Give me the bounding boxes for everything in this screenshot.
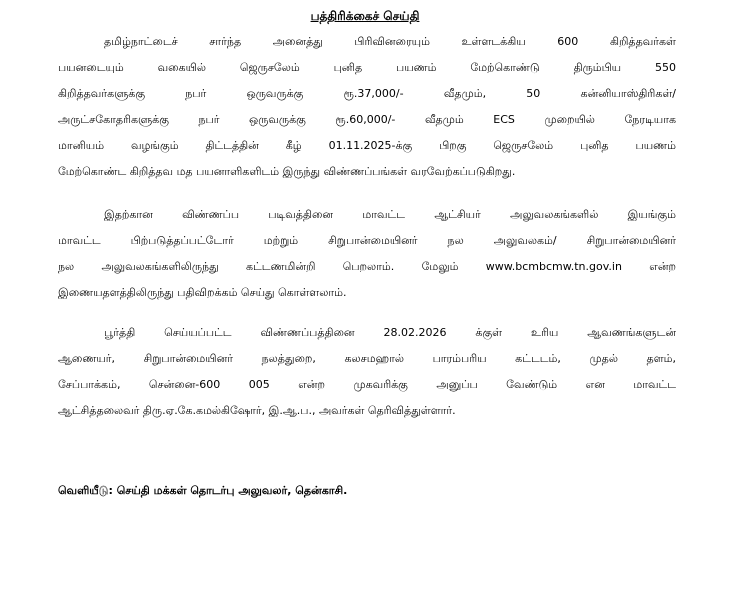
paragraph-3-line-3: சேப்பாக்கம், சென்னை-600 005 என்ற முகவரிக்கு அனுப்ப வேண்டும் என மாவட்ட: [58, 378, 676, 391]
paragraph-1-line-6: மேற்கொண்ட கிறித்தவ மத பயனாளிகளிடம் இருந்து விண்ணப்பங்கள் வரவேற்கப்படுகிறது.: [58, 165, 516, 178]
document-title: பத்திரிக்கைச் செய்தி: [310, 9, 420, 23]
paragraph-1-line-3: கிறித்தவர்களுக்கு நபர் ஒருவருக்கு ரூ.37,000/- வீதமும், 50 கன்னியாஸ்திரிகள்/: [58, 87, 676, 100]
paragraph-1-line-2: பயனடையும் வகையில் ஜெருசலேம் புனித பயணம் மேற்கொண்டு திரும்பிய 550: [58, 61, 676, 74]
paragraph-2-line-2: மாவட்ட பிற்படுத்தப்பட்டோர் மற்றும் சிறுபான்மையினர் நல அலுவலகம்/ சிறுபான்மையினர்: [58, 234, 676, 247]
paragraph-3-line-1: பூர்த்தி செய்யப்பட்ட விண்ணப்பத்தினை 28.02.2026 க்குள் உரிய ஆவணங்களுடன்: [104, 326, 676, 339]
paragraph-1-line-1: தமிழ்நாட்டைச் சார்ந்த அனைத்து பிரிவினரையும் உள்ளடக்கிய 600 கிறித்தவர்கள்: [104, 35, 676, 48]
paragraph-3-line-2: ஆணையர், சிறுபான்மையினர் நலத்துறை, கலசமஹால் பாரம்பரிய கட்டடம், முதல் தளம்,: [58, 352, 676, 365]
release-footer: வெளியீடு: செய்தி மக்கள் தொடர்பு அலுவலர், தென்காசி.: [58, 484, 348, 497]
paragraph-2-line-3: நல அலுவலகங்களிலிருந்து கட்டணமின்றி பெறலாம். மேலும் www.bcmbcmw.tn.gov.in என்ற: [58, 260, 676, 273]
paragraph-3-line-4: ஆட்சித்தலைவர் திரு.ஏ.கே.கமல்கிஷோர், இ.ஆ.ப., அவர்கள் தெரிவித்துள்ளார்.: [58, 404, 456, 417]
paragraph-1-line-4: அருட்சகோதரிகளுக்கு நபர் ஒருவருக்கு ரூ.60,000/- வீதமும் ECS முறையில் நேரடியாக: [58, 113, 676, 126]
paragraph-2-line-4: இணையதளத்திலிருந்து பதிவிறக்கம் செய்து கொள்ளலாம்.: [58, 286, 347, 299]
paragraph-1-line-5: மானியம் வழங்கும் திட்டத்தின் கீழ் 01.11.2025-க்கு பிறகு ஜெருசலேம் புனித பயணம்: [58, 139, 676, 152]
paragraph-2-line-1: இதற்கான விண்ணப்ப படிவத்தினை மாவட்ட ஆட்சியர் அலுவலகங்களில் இயங்கும்: [104, 208, 676, 221]
